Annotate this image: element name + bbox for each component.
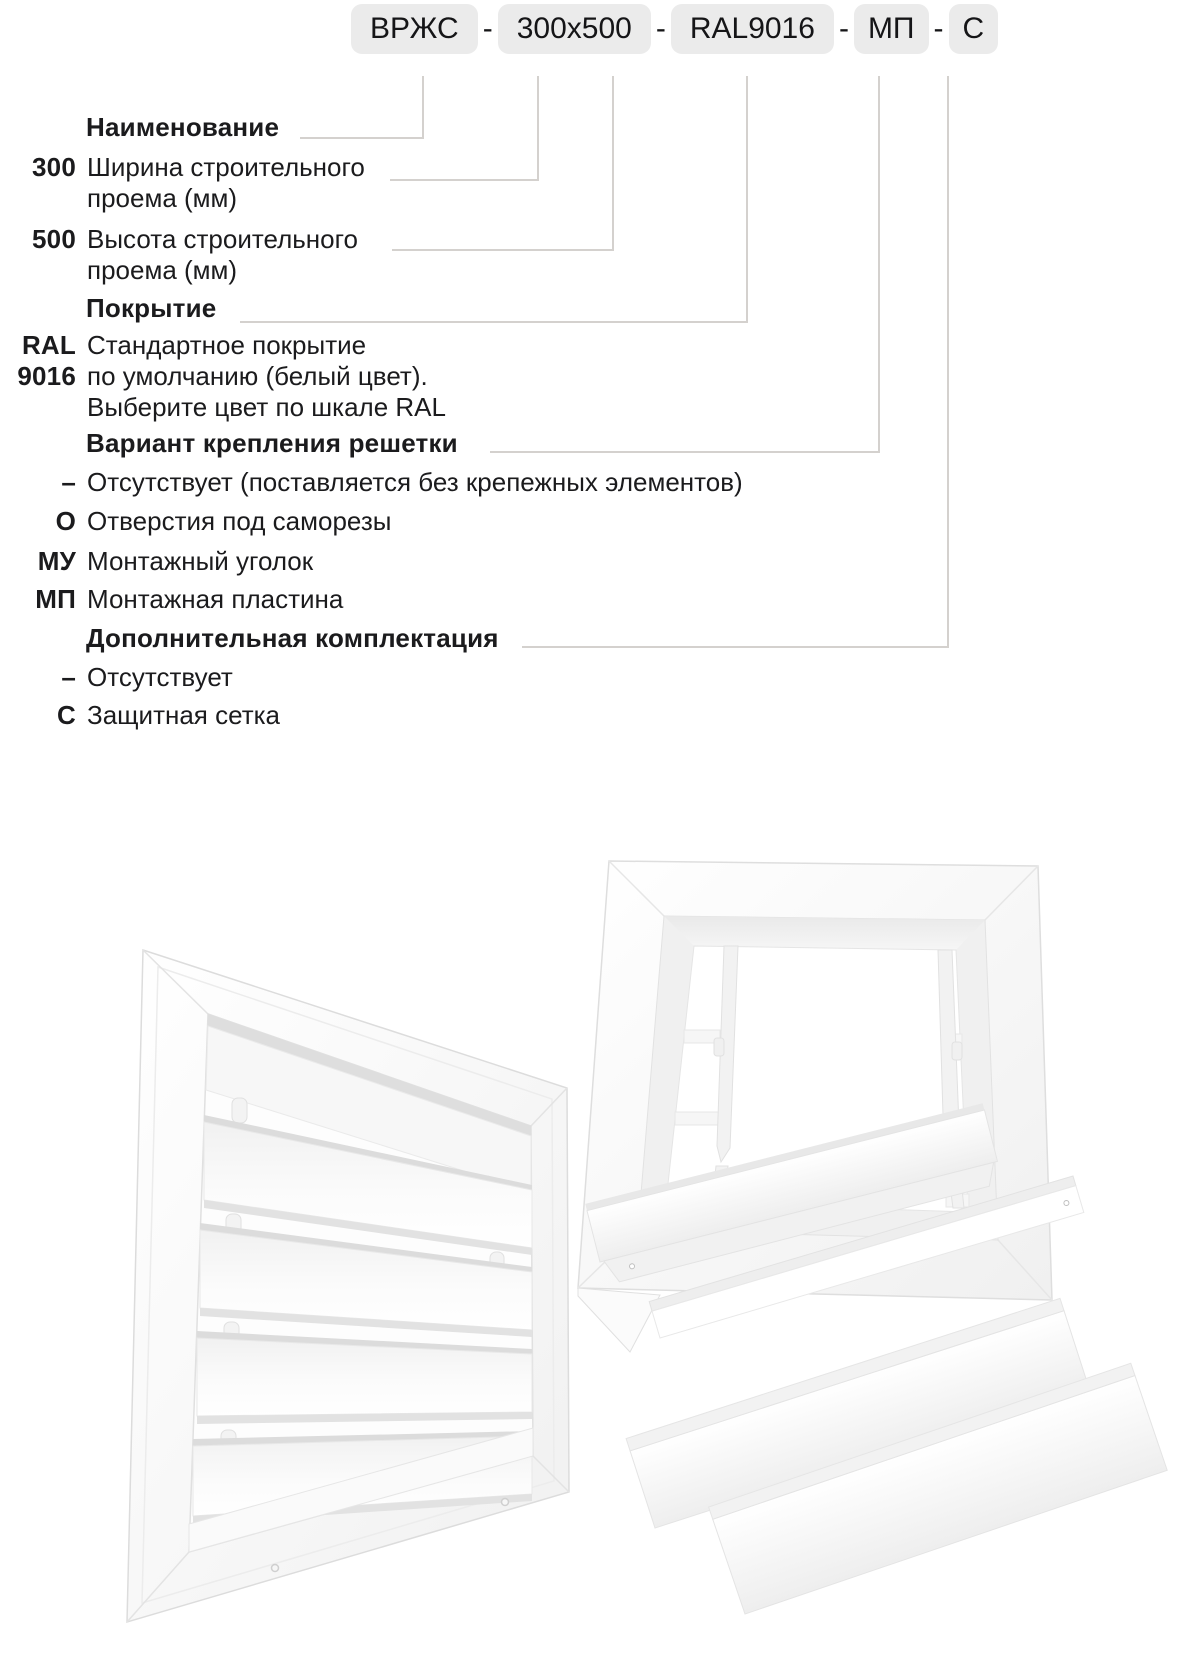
photo-front-grille bbox=[127, 950, 569, 1622]
legend-item-text bbox=[87, 662, 233, 693]
legend-item-code: О bbox=[55, 506, 76, 536]
legend-item-code: МУ bbox=[37, 546, 76, 576]
legend-item-height bbox=[0, 224, 358, 286]
legend-item-text-line: Отсутствует bbox=[87, 662, 233, 692]
legend-header-label: Вариант крепления решетки bbox=[86, 428, 458, 458]
legend-header-label: Наименование bbox=[86, 112, 280, 142]
legend-item-text-line: Отверстия под саморезы bbox=[87, 506, 392, 536]
legend-item-text-line: Стандартное покрытие bbox=[87, 330, 367, 360]
legend-item-extra-mesh bbox=[0, 700, 280, 731]
legend-item-text bbox=[87, 700, 280, 731]
legend-item-width bbox=[0, 152, 365, 214]
legend-header-label: Покрытие bbox=[86, 293, 217, 323]
legend-item-code: 300 bbox=[32, 152, 76, 182]
product-code-part-mount: МП bbox=[854, 4, 929, 54]
legend-item-text-line: Монтажная пластина bbox=[87, 584, 344, 614]
legend-item-text-line: проема (мм) bbox=[87, 255, 238, 285]
legend-item-code-line: 9016 bbox=[17, 361, 76, 391]
legend-item-code-line: RAL bbox=[21, 330, 76, 360]
connector-line-width bbox=[390, 76, 538, 180]
legend-item-text bbox=[87, 506, 391, 537]
legend-header-coating bbox=[0, 293, 216, 324]
product-code-part-option: С bbox=[949, 4, 999, 54]
legend-item-text bbox=[87, 152, 365, 214]
legend-item-mount-none bbox=[0, 467, 743, 498]
legend-item-text-line: проема (мм) bbox=[87, 183, 238, 213]
product-code-part-size: 300x500 bbox=[498, 4, 651, 54]
connector-line-mounting bbox=[490, 76, 879, 452]
legend-item-code: 500 bbox=[32, 224, 76, 254]
legend-header-mounting bbox=[0, 428, 458, 459]
connector-line-extra bbox=[522, 76, 948, 647]
legend-header-extra bbox=[0, 623, 499, 654]
legend-item-text bbox=[87, 224, 358, 286]
legend-item-text-line: Монтажный уголок bbox=[87, 546, 314, 576]
legend-header-name bbox=[0, 112, 279, 143]
product-code-separator: - bbox=[933, 12, 944, 45]
product-code-part-color: RAL9016 bbox=[671, 4, 834, 54]
legend-item-text-line: Выберите цвет по шкале RAL bbox=[87, 392, 446, 422]
product-code-part-name: ВРЖС bbox=[351, 4, 478, 54]
connector-line-name bbox=[300, 76, 423, 138]
legend-item-mount-plate bbox=[0, 584, 343, 615]
product-code-separator: - bbox=[482, 12, 493, 45]
legend-item-mount-holes bbox=[0, 506, 391, 537]
legend-item-text-line: Отсутствует (поставляется без крепежных элементов) bbox=[87, 467, 743, 497]
legend-header-label: Дополнительная комплектация bbox=[86, 623, 499, 653]
legend-item-extra-none bbox=[0, 662, 233, 693]
legend-item-code: – bbox=[61, 467, 76, 497]
legend-item-code: МП bbox=[35, 584, 76, 614]
legend-item-text bbox=[87, 584, 343, 615]
product-code-separator: - bbox=[655, 12, 666, 45]
connector-line-height bbox=[392, 76, 613, 250]
legend-item-ral bbox=[0, 330, 446, 423]
legend-item-code: – bbox=[61, 662, 76, 692]
product-photos bbox=[0, 780, 1200, 1670]
legend-item-text bbox=[87, 546, 313, 577]
legend-item-text-line: Защитная сетка bbox=[87, 700, 281, 730]
legend-item-text bbox=[87, 467, 743, 498]
legend-item-code: С bbox=[57, 700, 76, 730]
legend-item-text-line: Ширина строительного bbox=[87, 152, 365, 182]
legend-item-mount-angle bbox=[0, 546, 313, 577]
legend-item-text bbox=[87, 330, 446, 423]
product-code-separator: - bbox=[838, 12, 849, 45]
legend-item-code bbox=[0, 330, 76, 392]
legend-item-text-line: по умолчанию (белый цвет). bbox=[87, 361, 428, 391]
legend-item-text-line: Высота строительного bbox=[87, 224, 358, 254]
